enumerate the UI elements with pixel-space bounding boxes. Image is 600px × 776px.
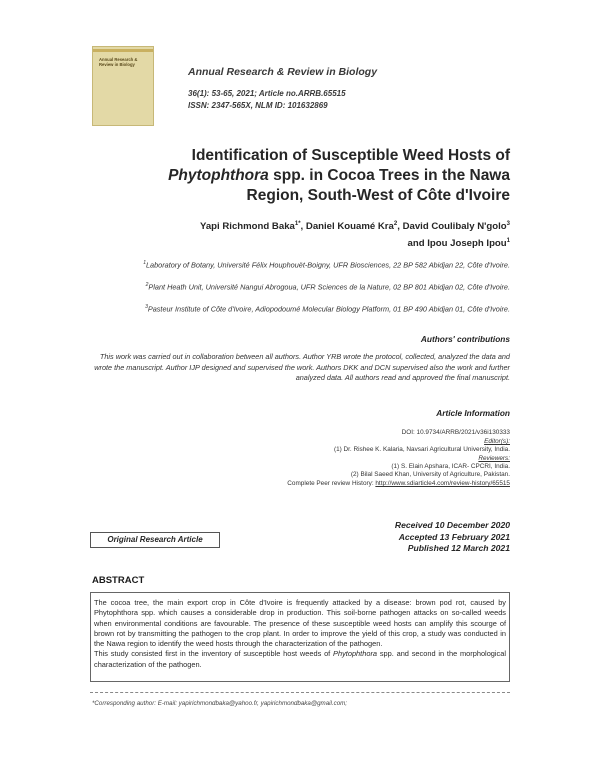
- article-title: [110, 146, 510, 206]
- reviewers-label: Reviewers:: [478, 455, 510, 462]
- review-history: [90, 480, 510, 488]
- author-sup: 1: [506, 238, 510, 245]
- author-name: David Coulibaly N'golo: [402, 221, 507, 233]
- cover-title: Annual Research & Review in Biology: [99, 57, 138, 67]
- affiliation-number: 3: [145, 304, 148, 310]
- author-and: and: [407, 238, 428, 250]
- reviewer: (1) S. Elain Apshara, ICAR- CPCRI, India.: [391, 463, 510, 470]
- review-history-link[interactable]: http://www.sdiarticle4.com/review-history/65515: [375, 480, 510, 487]
- contributions-heading: Authors' contributions: [420, 334, 510, 344]
- journal-cover-image: [92, 46, 154, 126]
- affiliation-text: Laboratory of Botany, Université Félix Houphouët-Boigny, UFR Biosciences, 22 BP 582 Abidjan 22, Côte d'Ivoire.: [146, 260, 510, 270]
- review-history-label: Complete Peer review History:: [287, 480, 376, 487]
- title-line-2-rest: spp. in Cocoa Trees in the Nawa: [268, 167, 510, 184]
- date-received: Received 10 December 2020: [394, 520, 510, 530]
- title-line-3: Region, South-West of Côte d'Ivoire: [246, 187, 510, 204]
- author-separator: ,: [397, 221, 403, 233]
- abstract-text: This study consisted first in the inventory of susceptible host weeds of: [94, 649, 334, 659]
- abstract-text: spp. and second in the morphological characterization of the pathogen.: [94, 649, 507, 669]
- author-sup: 1*: [294, 221, 301, 227]
- affiliation-text: Pasteur Institute of Côte d'Ivoire, Adiopodoumé Molecular Biology Platform, 01 BP 490 Abidjan 01, Côte d'Ivoire.: [147, 304, 510, 314]
- abstract-heading: ABSTRACT: [92, 575, 145, 586]
- editor-label: Editor(s):: [484, 438, 510, 445]
- reviewer: (2) Bilal Saeed Khan, University of Agriculture, Pakistan.: [350, 471, 510, 478]
- affiliation-number: 2: [145, 282, 149, 288]
- doi: DOI: 10.9734/ARRB/2021/v36i130333: [401, 429, 510, 436]
- editor: (1) Dr. Rishee K. Kalaria, Navsari Agricultural University, India.: [333, 446, 510, 453]
- title-line-1: Identification of Susceptible Weed Hosts of: [191, 147, 510, 164]
- title-line-2: [110, 166, 510, 186]
- corresponding-author-footnote: *Corresponding author: E-mail: yapirichmondbaka@yahoo.fr, yapirichmondbaka@gmail.com;: [92, 700, 348, 707]
- affiliation: [80, 258, 510, 271]
- author-separator: ,: [300, 221, 306, 233]
- article-info-heading: Article Information: [436, 408, 510, 418]
- affiliation: [80, 280, 510, 293]
- journal-volume: 36(1): 53-65, 2021; Article no.ARRB.65515: [188, 89, 346, 98]
- affiliation-text: Plant Heath Unit, Université Nangui Abrogoua, UFR Sciences de la Nature, 02 BP 801 Abidjan 02, Côte d'Ivoire.: [148, 282, 510, 292]
- cover-band: [93, 49, 153, 52]
- publication-dates: [395, 520, 510, 555]
- date-accepted: Accepted 13 February 2021: [398, 531, 510, 542]
- author-list: [70, 217, 510, 251]
- abstract-paragraph: The cocoa tree, the main export crop in Côte d'Ivoire is frequently attacked by a disease: brown pod rot, caused by Phytophthora spp. which causes a considerable drop in production. This soil-borne pathogen attacks on so-called weeds when environmental conditions are favourable. The presence of these susceptible weed hosts can amplify this scourge of brown rot by transmitting the pathogen to the crop plant. In order to improve the yield of this crop, a study was conducted in the Nawa region to identify the weed hosts through the characterization of the pathogen.: [94, 598, 506, 649]
- article-type-badge: Original Research Article: [90, 532, 220, 548]
- journal-title: Annual Research & Review in Biology: [188, 66, 378, 78]
- author-name: Daniel Kouamé Kra: [305, 221, 394, 233]
- author-sup: 3: [506, 221, 510, 227]
- author-name: Yapi Richmond Baka: [199, 221, 295, 233]
- footnote-divider: [90, 692, 510, 693]
- date-published: Published 12 March 2021: [407, 543, 510, 553]
- abstract-genus: Phytophthora: [333, 649, 378, 659]
- affiliation-number: 1: [143, 260, 146, 266]
- author-name: Ipou Joseph Ipou: [427, 238, 507, 250]
- abstract-box: [90, 592, 510, 682]
- abstract-paragraph: [94, 649, 506, 670]
- affiliation: [80, 302, 510, 315]
- author-sup: 2: [393, 221, 398, 227]
- contributions-text: This work was carried out in collaboration between all authors. Author YRB wrote the protocol, collected, analyzed the data and wrote the manuscript. Author IJP designed and supervised the work. Authors DKK and DCN supervised also the work and further analyzed data. All authors read and approved the final manuscript.: [94, 352, 510, 382]
- title-genus: Phytophthora: [168, 167, 269, 184]
- journal-issn: ISSN: 2347-565X, NLM ID: 101632869: [188, 101, 328, 110]
